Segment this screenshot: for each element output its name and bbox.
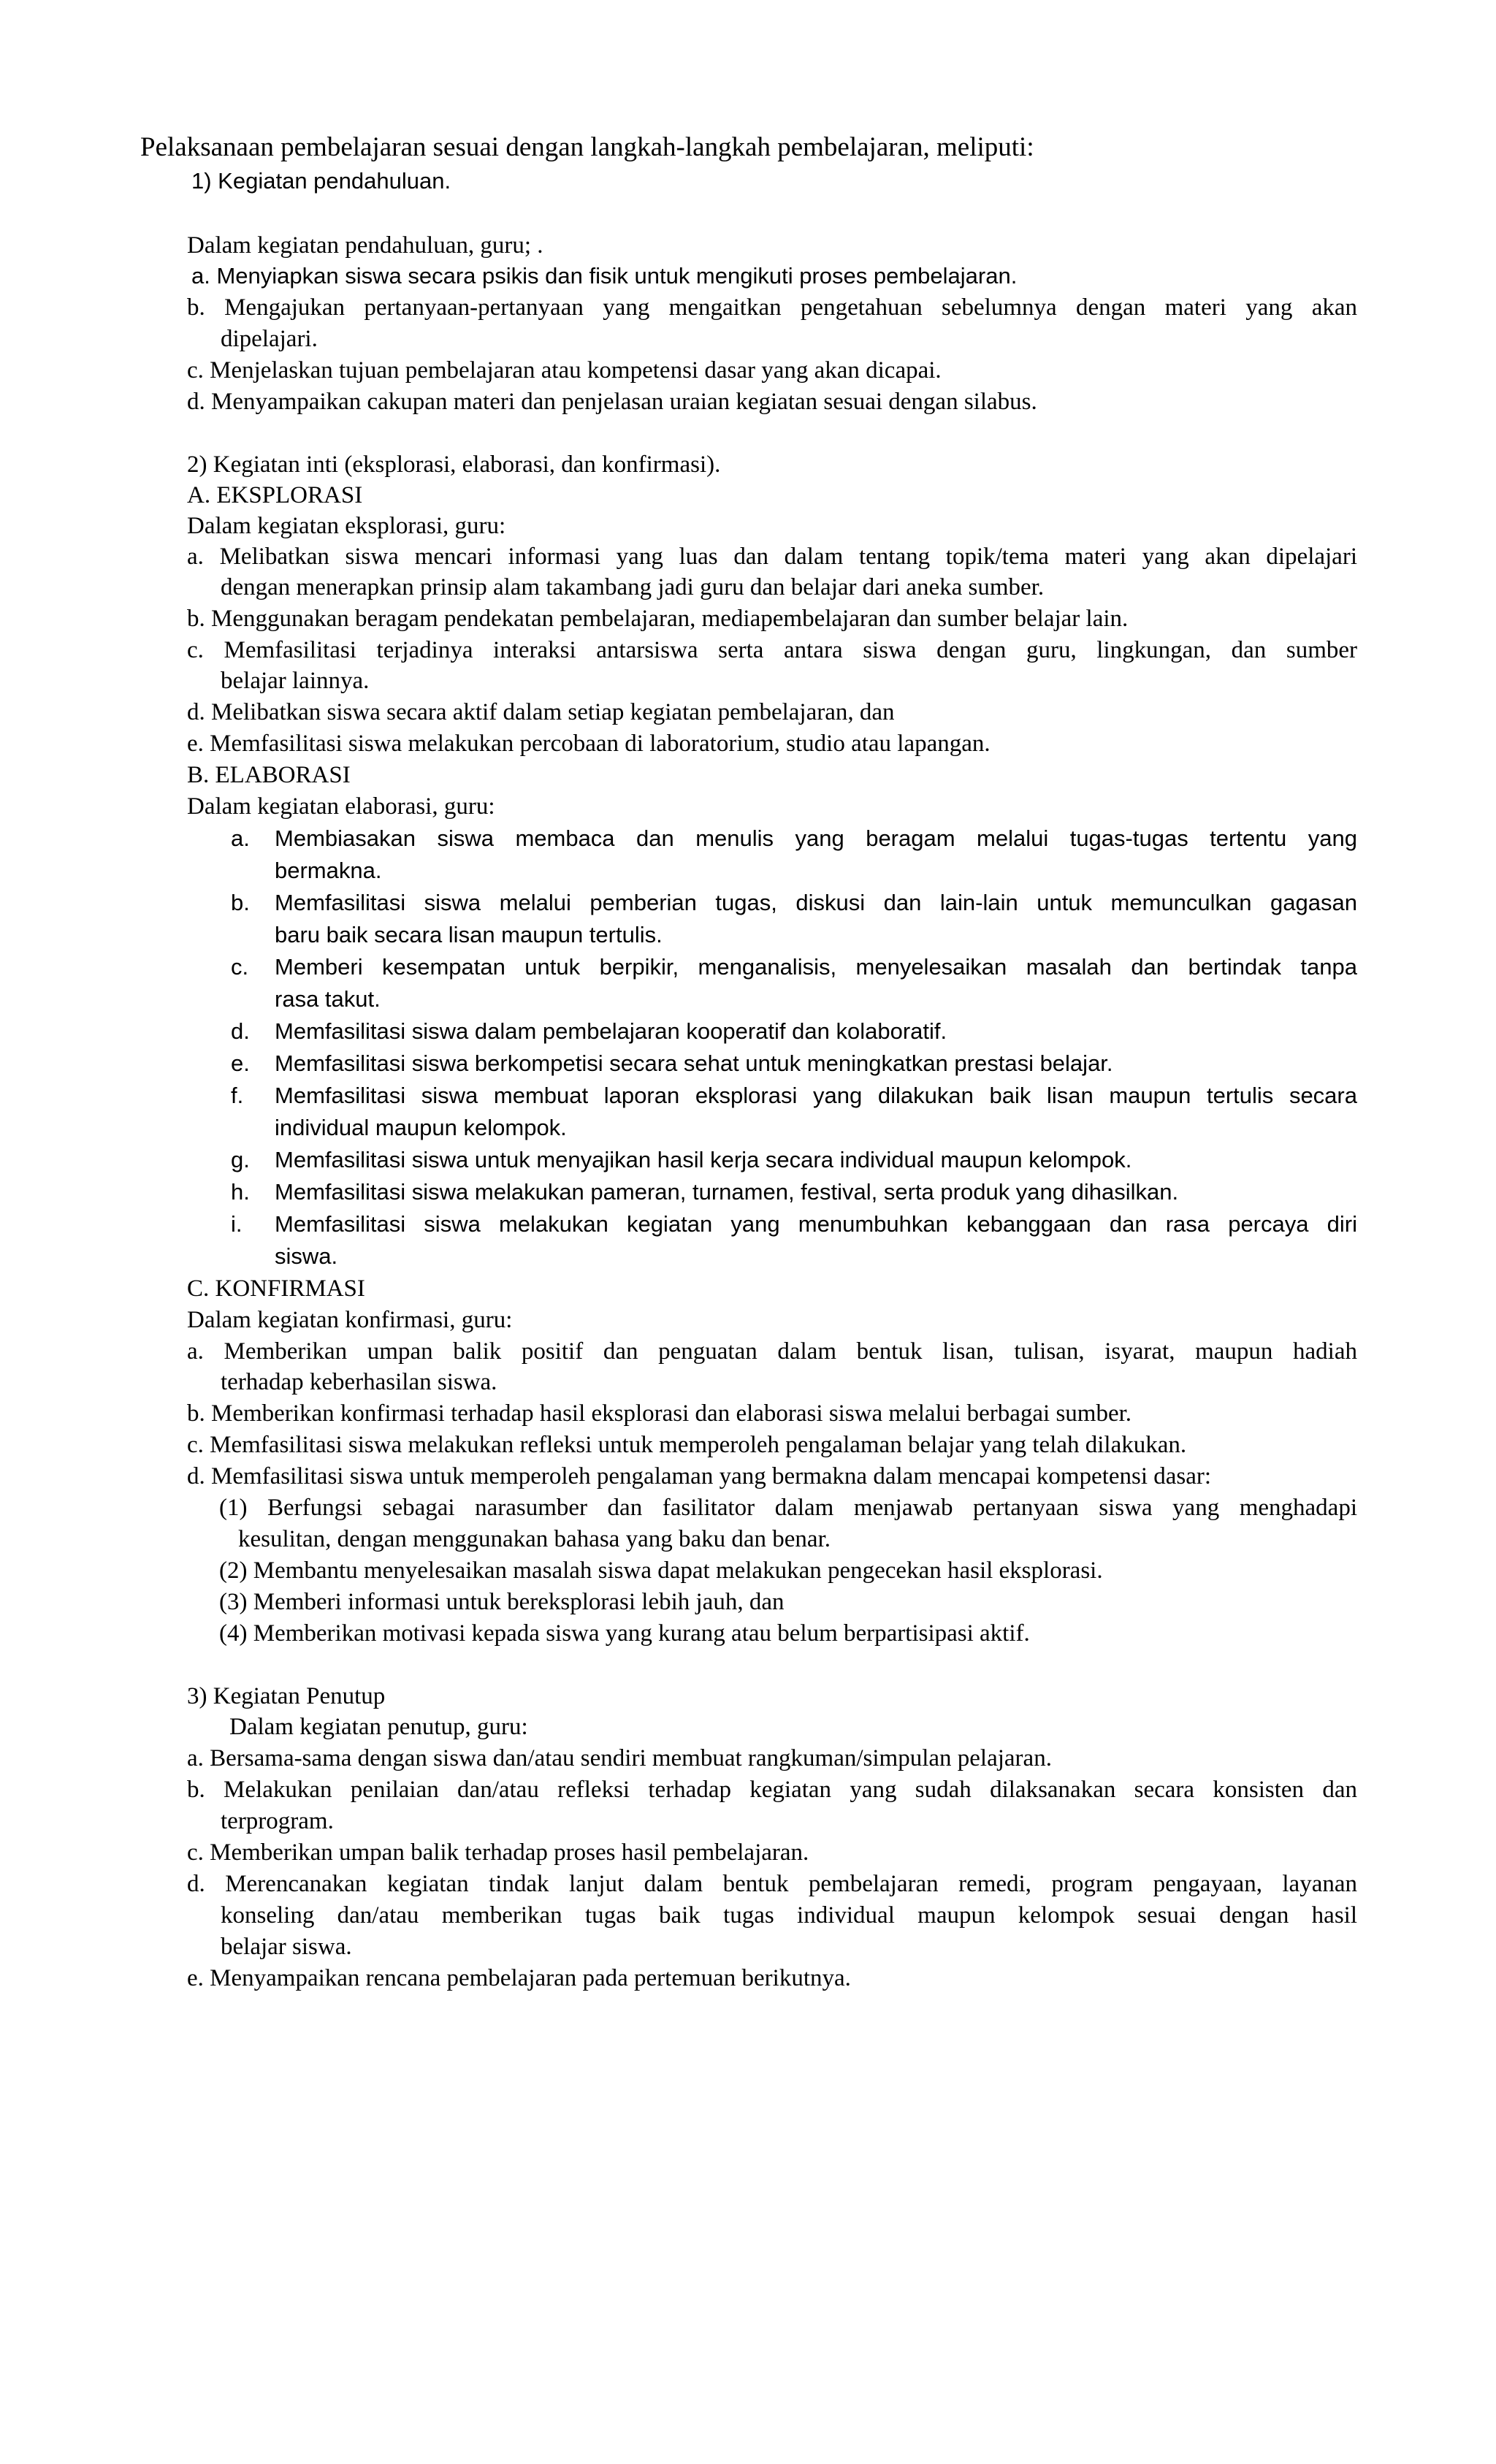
elaborasi-marker: g. xyxy=(231,1147,250,1172)
elaborasi-item-c: Memberi kesempatan untuk berpikir, menganalisis, menyelesaikan masalah dan bertindak tanpa xyxy=(275,954,1357,980)
elaborasi-item-b: Memfasilitasi siswa melalui pemberian tugas, diskusi dan lain-lain untuk memunculkan gagasan xyxy=(275,890,1357,915)
konfirmasi-lead: Dalam kegiatan konfirmasi, guru: xyxy=(187,1307,513,1333)
elaborasi-item-g: Memfasilitasi siswa untuk menyajikan hasil kerja secara individual maupun kelompok. xyxy=(275,1147,1132,1172)
elaborasi-lead: Dalam kegiatan elaborasi, guru: xyxy=(187,793,495,820)
elaborasi-title: B. ELABORASI xyxy=(187,762,351,788)
eksplorasi-item-c-cont: belajar lainnya. xyxy=(221,668,370,694)
s1-item-b-cont: dipelajari. xyxy=(221,326,318,352)
elaborasi-item-a-cont: bermakna. xyxy=(275,858,382,883)
elaborasi-marker: c. xyxy=(231,954,249,980)
section-3-heading: 3) Kegiatan Penutup xyxy=(187,1683,386,1709)
elaborasi-marker: i. xyxy=(231,1211,243,1237)
elaborasi-marker: b. xyxy=(231,890,250,915)
konfirmasi-title: C. KONFIRMASI xyxy=(187,1275,365,1302)
elaborasi-marker: d. xyxy=(231,1018,250,1044)
s1-item-c: c. Menjelaskan tujuan pembelajaran atau kompetensi dasar yang akan dicapai. xyxy=(187,357,942,384)
eksplorasi-title: A. EKSPLORASI xyxy=(187,482,363,508)
elaborasi-marker: f. xyxy=(231,1083,244,1108)
elaborasi-marker: a. xyxy=(231,825,250,851)
penutup-item-a: a. Bersama-sama dengan siswa dan/atau sendiri membuat rangkuman/simpulan pelajaran. xyxy=(187,1745,1052,1771)
elaborasi-item-e: Memfasilitasi siswa berkompetisi secara sehat untuk meningkatkan prestasi belajar. xyxy=(275,1050,1113,1076)
konfirmasi-item-d: d. Memfasilitasi siswa untuk memperoleh pengalaman yang bermakna dalam mencapai kompetensi dasar: xyxy=(187,1463,1212,1490)
s1-item-a: a. Menyiapkan siswa secara psikis dan fisik untuk mengikuti proses pembelajaran. xyxy=(191,263,1018,289)
konfirmasi-subitem-1-cont: kesulitan, dengan menggunakan bahasa yang baku dan benar. xyxy=(238,1526,831,1552)
konfirmasi-subitem-2: (2) Membantu menyelesaikan masalah siswa dapat melakukan pengecekan hasil eksplorasi. xyxy=(219,1557,1103,1584)
elaborasi-item-f: Memfasilitasi siswa membuat laporan eksplorasi yang dilakukan baik lisan maupun tertulis secara xyxy=(275,1083,1357,1108)
penutup-item-d-cont: konseling dan/atau memberikan tugas baik tugas individual maupun kelompok sesuai dengan hasil xyxy=(221,1902,1357,1929)
eksplorasi-item-a-cont: dengan menerapkan prinsip alam takambang jadi guru dan belajar dari aneka sumber. xyxy=(221,574,1045,600)
penutup-item-c: c. Memberikan umpan balik terhadap proses hasil pembelajaran. xyxy=(187,1839,809,1866)
penutup-item-d: d. Merencanakan kegiatan tindak lanjut dalam bentuk pembelajaran remedi, program pengayaan, layanan xyxy=(187,1871,1357,1897)
s1-item-d: d. Menyampaikan cakupan materi dan penjelasan uraian kegiatan sesuai dengan silabus. xyxy=(187,389,1037,415)
konfirmasi-item-c: c. Memfasilitasi siswa melakukan refleksi untuk memperoleh pengalaman belajar yang telah dilakukan. xyxy=(187,1432,1187,1458)
eksplorasi-item-e: e. Memfasilitasi siswa melakukan percobaan di laboratorium, studio atau lapangan. xyxy=(187,731,991,757)
konfirmasi-subitem-1: (1) Berfungsi sebagai narasumber dan fasilitator dalam menjawab pertanyaan siswa yang menghadapi xyxy=(219,1495,1357,1521)
s1-item-b: b. Mengajukan pertanyaan-pertanyaan yang mengaitkan pengetahuan sebelumnya dengan materi yang akan xyxy=(187,294,1357,321)
elaborasi-item-a: Membiasakan siswa membaca dan menulis yang beragam melalui tugas-tugas tertentu yang xyxy=(275,825,1357,851)
penutup-item-e: e. Menyampaikan rencana pembelajaran pada pertemuan berikutnya. xyxy=(187,1965,851,1991)
eksplorasi-item-d: d. Melibatkan siswa secara aktif dalam setiap kegiatan pembelajaran, dan xyxy=(187,699,895,725)
konfirmasi-item-b: b. Memberikan konfirmasi terhadap hasil eksplorasi dan elaborasi siswa melalui berbagai sumber. xyxy=(187,1400,1132,1427)
penutup-item-b: b. Melakukan penilaian dan/atau refleksi terhadap kegiatan yang sudah dilaksanakan secara konsisten dan xyxy=(187,1777,1357,1803)
intro-text: Pelaksanaan pembelajaran sesuai dengan langkah-langkah pembelajaran, meliputi: xyxy=(140,132,1034,162)
elaborasi-item-c-cont: rasa takut. xyxy=(275,986,381,1012)
section-1-heading: 1) Kegiatan pendahuluan. xyxy=(191,168,451,194)
konfirmasi-item-a-cont: terhadap keberhasilan siswa. xyxy=(221,1369,497,1395)
section-1-lead: Dalam kegiatan pendahuluan, guru; . xyxy=(187,232,543,259)
elaborasi-item-i-cont: siswa. xyxy=(275,1243,338,1269)
penutup-item-d-cont2: belajar siswa. xyxy=(221,1934,352,1960)
eksplorasi-item-c: c. Memfasilitasi terjadinya interaksi antarsiswa serta antara siswa dengan guru, lingkungan, dan sumber xyxy=(187,637,1357,663)
eksplorasi-item-b: b. Menggunakan beragam pendekatan pembelajaran, mediapembelajaran dan sumber belajar lain. xyxy=(187,606,1129,632)
elaborasi-marker: e. xyxy=(231,1050,250,1076)
eksplorasi-lead: Dalam kegiatan eksplorasi, guru: xyxy=(187,513,506,539)
elaborasi-item-b-cont: baru baik secara lisan maupun tertulis. xyxy=(275,922,663,947)
section-2-heading: 2) Kegiatan inti (eksplorasi, elaborasi, dan konfirmasi). xyxy=(187,451,721,478)
konfirmasi-subitem-3: (3) Memberi informasi untuk bereksplorasi lebih jauh, dan xyxy=(219,1589,785,1615)
penutup-item-b-cont: terprogram. xyxy=(221,1808,334,1834)
elaborasi-item-i: Memfasilitasi siswa melakukan kegiatan yang menumbuhkan kebanggaan dan rasa percaya diri xyxy=(275,1211,1357,1237)
eksplorasi-item-a: a. Melibatkan siswa mencari informasi yang luas dan dalam tentang topik/tema materi yang akan dipelajari xyxy=(187,543,1357,570)
section-3-lead: Dalam kegiatan penutup, guru: xyxy=(229,1714,528,1740)
konfirmasi-subitem-4: (4) Memberikan motivasi kepada siswa yang kurang atau belum berpartisipasi aktif. xyxy=(219,1620,1030,1647)
elaborasi-marker: h. xyxy=(231,1179,250,1205)
konfirmasi-item-a: a. Memberikan umpan balik positif dan penguatan dalam bentuk lisan, tulisan, isyarat, maupun hadiah xyxy=(187,1338,1357,1365)
elaborasi-item-f-cont: individual maupun kelompok. xyxy=(275,1115,567,1140)
elaborasi-item-d: Memfasilitasi siswa dalam pembelajaran kooperatif dan kolaboratif. xyxy=(275,1018,947,1044)
elaborasi-item-h: Memfasilitasi siswa melakukan pameran, turnamen, festival, serta produk yang dihasilkan. xyxy=(275,1179,1179,1205)
